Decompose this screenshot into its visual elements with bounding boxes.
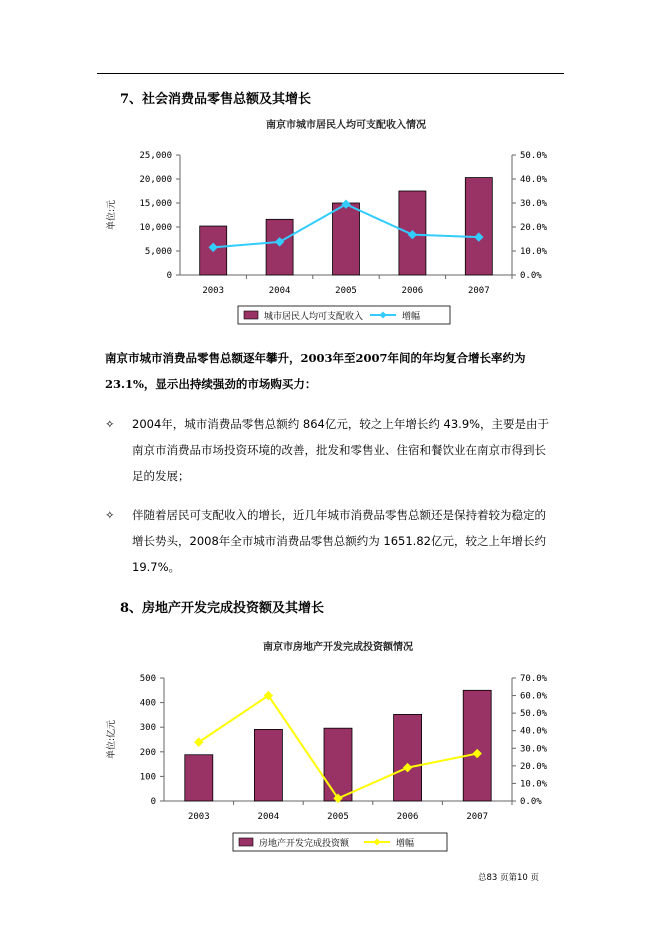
left-tick-label: 300 — [139, 723, 156, 734]
x-tick-label: 2004 — [268, 286, 291, 296]
section-8-heading: 8、房地产开发完成投资额及其增长 — [120, 601, 325, 616]
chart-realestate-svg — [100, 633, 570, 855]
chart-income-svg — [100, 112, 570, 332]
right-tick-label: 0.0% — [520, 797, 542, 807]
right-tick-label: 0.0% — [520, 271, 542, 281]
right-tick-label: 30.0% — [520, 744, 548, 755]
legend-bar-swatch — [244, 311, 258, 319]
left-tick-label: 15,000 — [139, 199, 172, 209]
x-tick-label: 2005 — [335, 286, 357, 296]
right-tick-label: 60.0% — [520, 691, 548, 702]
x-tick-label: 2005 — [327, 812, 349, 822]
left-tick-label: 0 — [166, 271, 172, 281]
bar-2005 — [333, 203, 360, 275]
bar-2004 — [266, 219, 293, 275]
section-7-heading: 7、社会消费品零售总额及其增长 — [120, 92, 312, 107]
right-tick-label: 30.0% — [520, 199, 548, 209]
left-tick-label: 400 — [139, 698, 156, 709]
right-tick-label: 40.0% — [520, 726, 548, 737]
bar-2007 — [463, 690, 491, 801]
chart-income — [100, 112, 570, 332]
right-tick-label: 20.0% — [520, 223, 548, 233]
summary-paragraph: 南京市城市消费品零售总额逐年攀升，2003年至2007年间的年均复合增长率约为 23.1%，显示出持续强劲的市场购买力： — [105, 351, 526, 391]
left-tick-label: 200 — [139, 747, 156, 758]
right-tick-label: 50.0% — [520, 151, 548, 161]
left-tick-label: 0 — [150, 797, 156, 807]
chart-realestate — [100, 633, 570, 855]
bar-2005 — [324, 728, 352, 801]
header-rule — [97, 73, 564, 74]
legend-bar-label: 房地产开发完成投资额 — [259, 839, 350, 849]
left-tick-label: 10,000 — [139, 223, 172, 233]
left-tick-label: 5,000 — [144, 247, 172, 257]
page-footer: 总83 页第10 页 — [478, 873, 540, 883]
right-tick-label: 10.0% — [520, 247, 548, 257]
right-tick-label: 50.0% — [520, 709, 548, 720]
chart-title: 南京市城市居民人均可支配收入情况 — [266, 120, 426, 131]
right-tick-label: 10.0% — [520, 779, 548, 790]
x-tick-label: 2006 — [401, 286, 424, 296]
legend-line-label: 增幅 — [396, 839, 415, 849]
x-tick-label: 2003 — [202, 286, 225, 296]
left-tick-label: 100 — [139, 772, 156, 783]
bullet-icon: ✧ — [105, 417, 115, 431]
bullet-item-1 — [105, 411, 555, 489]
right-tick-label: 70.0% — [520, 674, 548, 684]
legend-line-label: 增幅 — [402, 312, 421, 322]
legend-bar-swatch — [239, 838, 253, 846]
bar-2004 — [254, 729, 282, 801]
bullet-icon: ✧ — [105, 508, 115, 522]
x-tick-label: 2006 — [396, 812, 419, 822]
bar-2006 — [394, 714, 422, 801]
x-tick-label: 2007 — [467, 286, 490, 296]
x-tick-label: 2003 — [187, 812, 210, 822]
bullet-text: 伴随着居民可支配收入的增长，近几年城市消费品零售总额还是保持着较为稳定的增长势头，2008年全市城市消费品零售总额约为 1651.82亿元，较之上年增长约 19.7%。 — [132, 508, 546, 574]
right-tick-label: 20.0% — [520, 761, 548, 772]
left-tick-label: 25,000 — [139, 151, 172, 161]
bar-2003 — [185, 755, 213, 801]
left-tick-label: 500 — [139, 674, 156, 684]
legend-bar-label: 城市居民人均可支配收入 — [264, 312, 364, 322]
y-axis-label: 单位:亿元 — [107, 719, 117, 760]
chart-title: 南京市房地产开发完成投资额情况 — [263, 642, 413, 653]
bar-2007 — [465, 178, 492, 275]
x-tick-label: 2007 — [466, 812, 489, 822]
y-axis-label: 单位:元 — [107, 199, 117, 231]
bullet-text: 2004年，城市消费品零售总额约 864亿元，较之上年增长约 43.9%，主要是由于南京市消费品市场投资环境的改善，批发和零售业、住宿和餐饮业在南京市得到长足的发展； — [132, 417, 550, 483]
right-tick-label: 40.0% — [520, 175, 548, 185]
bullet-item-2 — [105, 502, 555, 580]
x-tick-label: 2004 — [257, 812, 280, 822]
left-tick-label: 20,000 — [139, 175, 172, 185]
